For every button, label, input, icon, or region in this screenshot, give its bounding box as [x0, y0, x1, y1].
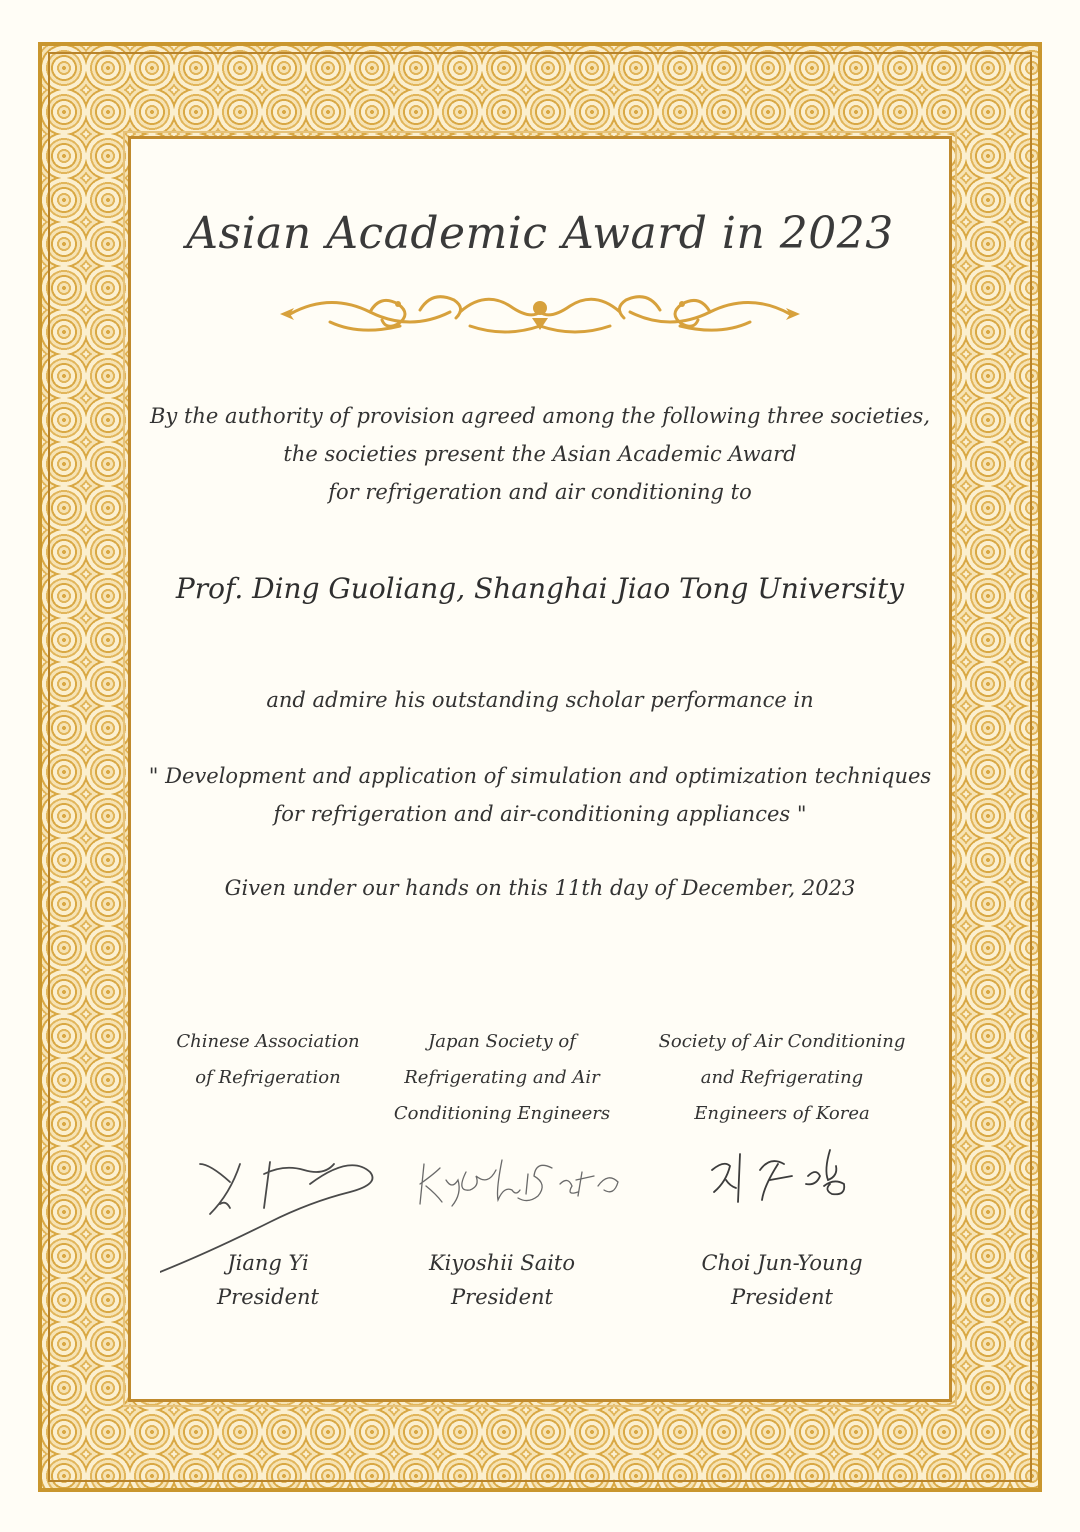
society-line: Conditioning Engineers	[393, 1103, 611, 1124]
society-line: and Refrigerating	[700, 1067, 864, 1088]
certificate-title: Asian Academic Award in 2023	[186, 208, 894, 259]
society-line: of Refrigeration	[195, 1067, 341, 1088]
society-japan	[352, 1024, 652, 1132]
signatory-name: Kiyoshii Saito	[428, 1251, 576, 1275]
flourish-ornament-icon	[270, 282, 810, 342]
signatory-role: President	[451, 1285, 553, 1309]
society-korea	[632, 1024, 932, 1132]
society-line: Chinese Association	[176, 1031, 360, 1052]
signature-choi-jun-young-icon	[700, 1140, 870, 1220]
intro-line-1: By the authority of provision agreed among the following three societies,	[149, 404, 931, 428]
society-line: Society of Air Conditioning	[658, 1031, 906, 1052]
society-line: Refrigerating and Air	[404, 1067, 600, 1088]
intro-line-3: for refrigeration and air conditioning to	[328, 480, 752, 504]
society-line: Engineers of Korea	[694, 1103, 870, 1124]
admire-line: and admire his outstanding scholar performance in	[266, 688, 814, 712]
topic-line-2: for refrigeration and air-conditioning appliances "	[273, 802, 807, 826]
given-date-line: Given under our hands on this 11th day of December, 2023	[224, 876, 856, 900]
society-line: Japan Society of	[428, 1031, 576, 1052]
signatory-kiyoshii-saito	[352, 1246, 652, 1314]
signatory-choi-jun-young	[632, 1246, 932, 1314]
signatory-name: Choi Jun-Young	[701, 1251, 863, 1275]
signature-kiyoshii-saito-icon	[410, 1150, 640, 1220]
intro-line-2: the societies present the Asian Academic Award	[283, 442, 797, 466]
signatory-role: President	[731, 1285, 833, 1309]
topic-line-1: " Development and application of simulation and optimization techniques	[148, 764, 932, 788]
signatory-name: Jiang Yi	[227, 1251, 309, 1275]
recipient-name: Prof. Ding Guoliang, Shanghai Jiao Tong University	[175, 572, 905, 605]
signatory-role: President	[217, 1285, 319, 1309]
